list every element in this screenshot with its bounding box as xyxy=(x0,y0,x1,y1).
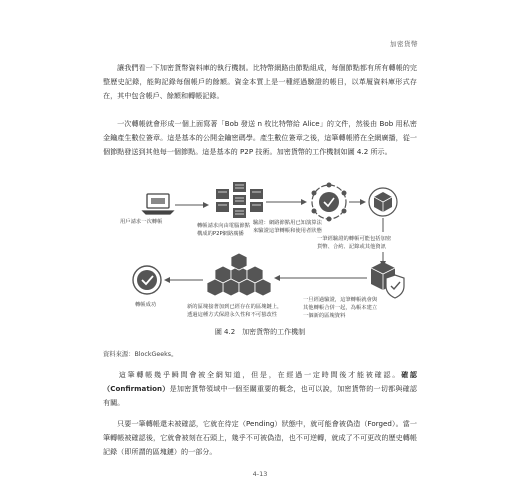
label-broadcast-line-1: 轉帳請求向由電腦節點 xyxy=(197,223,250,229)
label-verify-line-1: 驗證：網路節點用已知演算法 xyxy=(253,220,322,226)
verified-transaction-cube-icon xyxy=(369,188,397,216)
laptop-icon xyxy=(143,194,173,214)
crypto-mechanism-diagram xyxy=(103,180,417,328)
label-chain-line-1: 新的區塊接著加到已經存在的區塊鏈上， xyxy=(187,304,283,310)
chapter-header: 加密貨幣 xyxy=(390,40,418,48)
blockchain-icon xyxy=(207,253,271,296)
paragraph-1 xyxy=(103,61,417,102)
node-stack-icon xyxy=(216,182,263,218)
paragraph-4 xyxy=(103,417,417,458)
figure-caption: 圖 4.2 加密貨幣的工作機制 xyxy=(214,328,306,336)
paragraph-3-text-b: 是加密貨幣領域中一個至關重要的概念，也可以說，加密貨幣的一切都與確認有關。 xyxy=(103,383,418,407)
figure-source: 資料來源：BlockGeeks。 xyxy=(103,351,178,358)
paragraph-3-term: 確認（Confirmation） xyxy=(103,370,418,393)
label-chain-line-2: 透過這種方式保證永久性和不可篡改性 xyxy=(187,312,278,318)
label-complete: 轉帳成功 xyxy=(135,302,157,308)
paragraph-3-text-a: 這筆轉帳幾乎瞬間會被全網知道，但是，在經過一定時間後才能被確認。 xyxy=(117,370,402,379)
paragraph-3 xyxy=(103,368,417,409)
verify-network-icon xyxy=(312,183,347,222)
label-new-block-line-2: 其他轉帳合併一起，為帳本建立 xyxy=(303,305,378,311)
paragraph-4-text: 只要一筆轉帳還未被確認，它就在待定（Pending）狀態中，就可能會被偽造（Forged）。當一筆轉帳被確認後，它就會被刻在石頭上，幾乎不可被偽造，也不可逆轉，就成了不可更改的歷史轉帳記錄（即所謂的區塊鏈）的一部分。 xyxy=(103,419,417,456)
paragraph-2-text: 一次轉帳就會形成一個上面寫著「Bob 發送 n 枚比特幣給 Alice」的文件，然後由 Bob 用私密金鑰產生數位簽章。這是基本的公開金鑰密碼學。產生數位簽章之後，這筆轉帳將在全網廣播，從一個節點發送到其他每一個節點。這是基本的 P2P 技術。加密貨幣的工作機制如圖 4.2 所示。 xyxy=(103,119,417,156)
label-new-block-line-1: 一旦經過驗證，這筆轉帳就會與 xyxy=(303,297,378,303)
page-number: 4-13 xyxy=(252,470,268,478)
label-user-request: 用戶請求一次轉帳 xyxy=(120,219,163,225)
label-verified-line-2: 貨幣、合約、記錄或其他資訊 xyxy=(317,244,386,250)
new-block-shield-icon xyxy=(371,262,404,298)
label-verify-line-2: 來驗證這筆轉帳和使用者狀態 xyxy=(253,228,322,234)
paragraph-2 xyxy=(103,117,417,158)
label-new-block-line-3: 一個新的區塊資料 xyxy=(303,313,346,319)
label-verified-line-1: 一筆經驗證的轉帳可能包括加密 xyxy=(317,236,392,242)
paragraph-1-text: 讓我們看一下加密貨幣資料庫的執行機制。比特幣網路由節點組成，每個節點都有所有轉帳的完整歷史記錄，能夠記錄每個帳戶的餘額。資金本質上是一種經過驗證的帳目，以革履資料庫形式存在，其中包含帳戶、餘額和轉帳記錄。 xyxy=(103,63,417,100)
check-circle-icon xyxy=(133,266,161,294)
label-broadcast-line-2: 構成的P2P網路廣播 xyxy=(197,231,244,237)
